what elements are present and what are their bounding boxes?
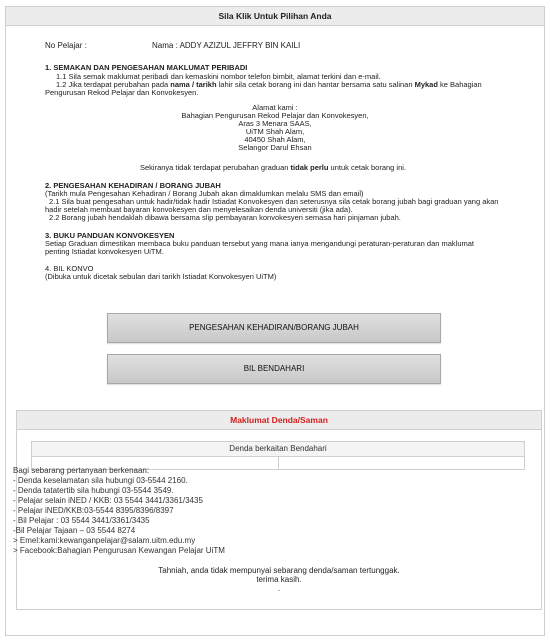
- address-block: Alamat kami : Bahagian Pengurusan Rekod Pelajar dan Konvokesyen, Aras 3 Menara SAAS, UiTM Shah Alam, 40450 Shah Alam, Selangor Darul Ehsan: [181, 103, 369, 152]
- contact-line: -Bil Pelajar Tajaan – 03 5544 8274: [13, 526, 136, 535]
- sec3-line1: Setiap Graduan dimestikan membaca buku panduan tersebut yang mana ianya mengandungi peraturan-peraturan dan maklumat: [45, 239, 475, 248]
- closing-line3: .: [277, 584, 281, 593]
- contact-line: - Denda tatatertib sila hubungi 03-5544 3549.: [13, 486, 174, 495]
- pengesahan-kehadiran-button[interactable]: PENGESAHAN KEHADIRAN/BORANG JUBAH: [107, 313, 441, 343]
- contact-line: - Pelajar iNED/KKB:03-5544 8395/8396/8397: [13, 506, 174, 515]
- sec1-line3: Pengurusan Rekod Pelajar dan Konvokesyen.: [45, 88, 199, 97]
- student-name: Nama : ADDY AZIZUL JEFFRY BIN KAILI: [152, 41, 301, 50]
- denda-panel: [13, 410, 542, 610]
- contact-line: - Bil Pelajar : 03 5544 3441/3361/3435: [13, 516, 150, 525]
- sec1-heading: 1. SEMAKAN DAN PENGESAHAN MAKLUMAT PERIBADI: [45, 63, 248, 72]
- sec4-line1: (Dibuka untuk dicetak sebulan dari tarikh Istiadat Konvokesyen UiTM): [45, 272, 277, 281]
- contact-facebook: > Facebook:Bahagian Pengurusan Kewangan Pelajar UiTM: [13, 546, 225, 555]
- closing-line1: Tahniah, anda tidak mempunyai sebarang denda/saman tertunggak.: [158, 566, 400, 575]
- sec2-line1: (Tarikh mula Pengesahan Kehadiran / Borang Jubah akan dimaklumkan melalu SMS dan email): [45, 189, 364, 198]
- contact-email: > Emel:kami:kewanganpelajar@salam.uitm.edu.my: [13, 536, 196, 545]
- student-no-label: No Pelajar :: [45, 41, 87, 50]
- sec3-heading: 3. BUKU PANDUAN KONVOKESYEN: [45, 231, 175, 240]
- denda-table-header: Denda berkaitan Bendahari: [32, 442, 524, 457]
- denda-closing: [17, 566, 541, 593]
- sec1-note: Sekiranya tidak terdapat perubahan graduan tidak perlu untuk cetak borang ini.: [140, 163, 407, 172]
- sec2-line3: hadir setelah membuat bayaran konvokesyen dan menyelesaikan denda universiti (jika ada).: [45, 205, 353, 214]
- page-title: Sila Klik Untuk Pilihan Anda: [6, 7, 544, 26]
- contact-line: - Denda keselamatan sila hubungi 03-5544 2160.: [13, 476, 188, 485]
- table-cell: [279, 457, 525, 469]
- sec3-line2: penting Istiadat konvokesyen UiTM.: [45, 247, 164, 256]
- sec1-line1: 1.1 Sila semak maklumat peribadi dan kemaskini nombor telefon bimbit, alamat terkini dan e-mail.: [56, 72, 381, 81]
- contact-block: [13, 466, 225, 556]
- bil-bendahari-button[interactable]: BIL BENDAHARI: [107, 354, 441, 384]
- sec2-heading: 2. PENGESAHAN KEHADIRAN / BORANG JUBAH: [45, 181, 221, 190]
- sec4-heading: 4. BIL KONVO: [45, 264, 94, 273]
- contact-line: - Pelajar selain iNED / KKB: 03 5544 3441/3361/3435: [13, 496, 203, 505]
- sec1-line2: 1.2 Jika terdapat perubahan pada nama / tarikh lahir sila cetak borang ini dan hantar bersama satu salinan Mykad ke Bahagian: [56, 80, 482, 89]
- contact-intro: Bagi sebarang pertanyaan berkenaan:: [13, 466, 150, 475]
- sec2-line4: 2.2 Borang jubah hendaklah dibawa bersama slip pembayaran konvokesyen semasa hari pinjaman jubah.: [49, 213, 401, 222]
- sec2-line2: 2.1 Sila buat pengesahan untuk hadir/tidak hadir Istiadat Konvokesyen dan seterusnya sila cetak borang jubah bagi graduan yang akan: [49, 197, 499, 206]
- denda-panel-title: Maklumat Denda/Saman: [17, 411, 541, 430]
- closing-line2: terima kasih.: [256, 575, 302, 584]
